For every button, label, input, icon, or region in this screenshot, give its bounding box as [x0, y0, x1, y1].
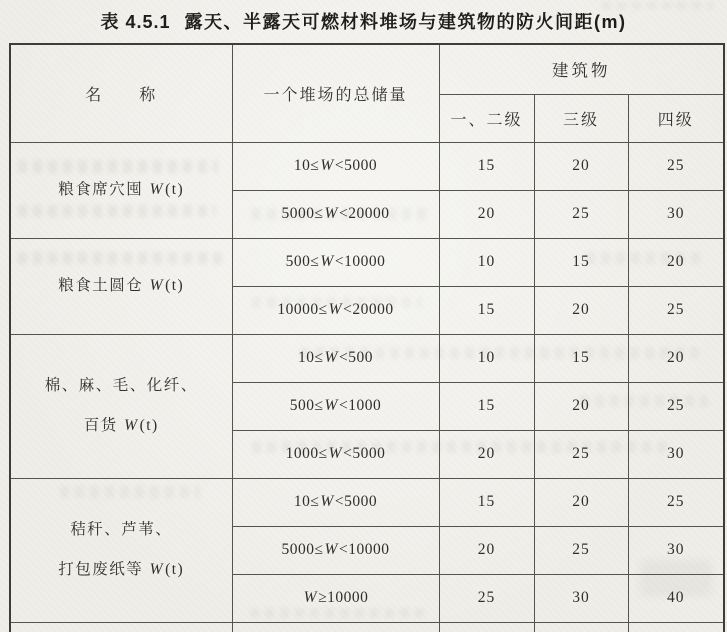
distance-value-cell: 20 [439, 430, 534, 478]
distance-value-cell: 30 [628, 430, 724, 478]
material-name-line [11, 550, 232, 590]
distance-value-cell: 25 [628, 286, 724, 334]
material-name-cell [10, 238, 232, 334]
distance-value-cell: 15 [439, 478, 534, 526]
text-segment: 秸秆、芦苇、 [70, 521, 173, 538]
variable-w: W [149, 561, 165, 578]
variable-w: W [124, 417, 139, 434]
variable-w: W [149, 181, 165, 198]
text-segment: <1000 [338, 397, 382, 414]
distance-value-cell: 25 [628, 382, 724, 430]
text-segment: <20000 [338, 205, 390, 222]
distance-value-cell: 30 [628, 526, 724, 574]
table-body [10, 142, 724, 632]
distance-value-cell: 15 [534, 238, 628, 286]
header-row-1 [10, 44, 724, 94]
material-name-cell [10, 334, 232, 478]
variable-w: W [320, 157, 334, 174]
distance-value-cell: 25 [628, 478, 724, 526]
distance-value-cell: 30 [534, 574, 628, 622]
text-segment: 10≤ [293, 157, 320, 174]
empty-cell [232, 622, 439, 632]
distance-value-cell: 40 [628, 574, 724, 622]
table-caption [0, 8, 727, 34]
quantity-range-cell [232, 430, 439, 478]
table-row [10, 142, 724, 190]
distance-value-cell: 20 [439, 526, 534, 574]
text-segment: <10000 [338, 541, 390, 558]
table-header [10, 44, 724, 142]
text-segment: 百货 [83, 417, 124, 434]
distance-value-cell: 25 [534, 526, 628, 574]
distance-value-cell: 20 [534, 142, 628, 190]
distance-value-cell: 20 [439, 190, 534, 238]
variable-w: W [328, 301, 343, 318]
material-name-line [11, 170, 232, 210]
variable-w: W [328, 445, 343, 462]
quantity-range-cell [232, 334, 439, 382]
variable-w: W [303, 589, 318, 606]
distance-value-cell: 20 [628, 334, 724, 382]
distance-value-cell: 25 [534, 430, 628, 478]
text-segment: (t) [139, 417, 159, 434]
text-segment: 1000≤ [285, 445, 328, 462]
quantity-range-cell [232, 478, 439, 526]
table-number: 表 4.5.1 [100, 12, 171, 32]
variable-w: W [324, 541, 338, 558]
text-segment: 粮食土圆仓 [58, 277, 149, 294]
quantity-range-cell [232, 382, 439, 430]
distance-value-cell: 10 [439, 334, 534, 382]
quantity-range-cell [232, 142, 439, 190]
distance-value-cell: 30 [628, 190, 724, 238]
text-segment: 5000≤ [281, 541, 324, 558]
table-row [10, 334, 724, 382]
text-segment: 打包废纸等 [58, 561, 149, 578]
distance-value-cell: 15 [439, 382, 534, 430]
table-row [10, 238, 724, 286]
text-segment: 粮食席穴囤 [58, 181, 149, 198]
distance-value-cell: 15 [439, 286, 534, 334]
text-segment: (t) [165, 181, 185, 198]
text-segment: 棉、麻、毛、化纤、 [44, 377, 198, 394]
distance-value-cell: 15 [534, 334, 628, 382]
quantity-range-cell [232, 574, 439, 622]
text-segment: 500≤ [289, 397, 324, 414]
distance-value-cell: 10 [439, 238, 534, 286]
distance-value-cell: 25 [534, 190, 628, 238]
distance-value-cell: 25 [628, 142, 724, 190]
distance-value-cell: 15 [439, 142, 534, 190]
text-segment: <500 [338, 349, 373, 366]
text-segment: 500≤ [285, 253, 320, 270]
variable-w: W [324, 397, 338, 414]
empty-cell [10, 622, 232, 632]
variable-w: W [324, 349, 338, 366]
distance-value-cell: 20 [534, 286, 628, 334]
variable-w: W [324, 205, 338, 222]
empty-cell [439, 622, 534, 632]
text-segment: 10≤ [293, 493, 320, 510]
distance-value-cell: 25 [439, 574, 534, 622]
text-segment: <5000 [334, 493, 378, 510]
table-title-text: 露天、半露天可燃材料堆场与建筑物的防火间距(m) [184, 12, 627, 32]
text-segment: <5000 [334, 157, 378, 174]
header-grade-3: 三级 [534, 94, 628, 142]
header-grade-4: 四级 [628, 94, 724, 142]
text-segment: ≥10000 [318, 589, 369, 606]
text-segment: (t) [165, 561, 185, 578]
text-segment: <5000 [343, 445, 386, 462]
variable-w: W [320, 253, 334, 270]
material-name-line [11, 266, 232, 306]
quantity-range-cell [232, 526, 439, 574]
variable-w: W [149, 277, 165, 294]
material-name-cell [10, 478, 232, 622]
material-name-line [11, 406, 232, 446]
distance-value-cell: 20 [534, 382, 628, 430]
quantity-range-cell [232, 286, 439, 334]
text-segment: <10000 [334, 253, 386, 270]
material-name-cell [10, 142, 232, 238]
text-segment: 10≤ [298, 349, 324, 366]
material-name-line [11, 510, 232, 550]
text-segment: 10000≤ [277, 301, 328, 318]
fire-separation-table [9, 43, 725, 632]
header-name: 名 称 [10, 44, 232, 142]
material-name-line [11, 366, 232, 406]
header-building: 建筑物 [439, 44, 724, 94]
text-segment: 5000≤ [281, 205, 324, 222]
quantity-range-cell [232, 190, 439, 238]
text-segment: (t) [165, 277, 185, 294]
quantity-range-cell [232, 238, 439, 286]
empty-cell [534, 622, 628, 632]
empty-cell [628, 622, 724, 632]
table-row [10, 478, 724, 526]
distance-value-cell: 20 [628, 238, 724, 286]
variable-w: W [320, 493, 334, 510]
distance-value-cell: 20 [534, 478, 628, 526]
text-segment: <20000 [343, 301, 394, 318]
header-quantity: 一个堆场的总储量 [232, 44, 439, 142]
partial-cutoff-row [10, 622, 724, 632]
header-grade-1-2: 一、二级 [439, 94, 534, 142]
